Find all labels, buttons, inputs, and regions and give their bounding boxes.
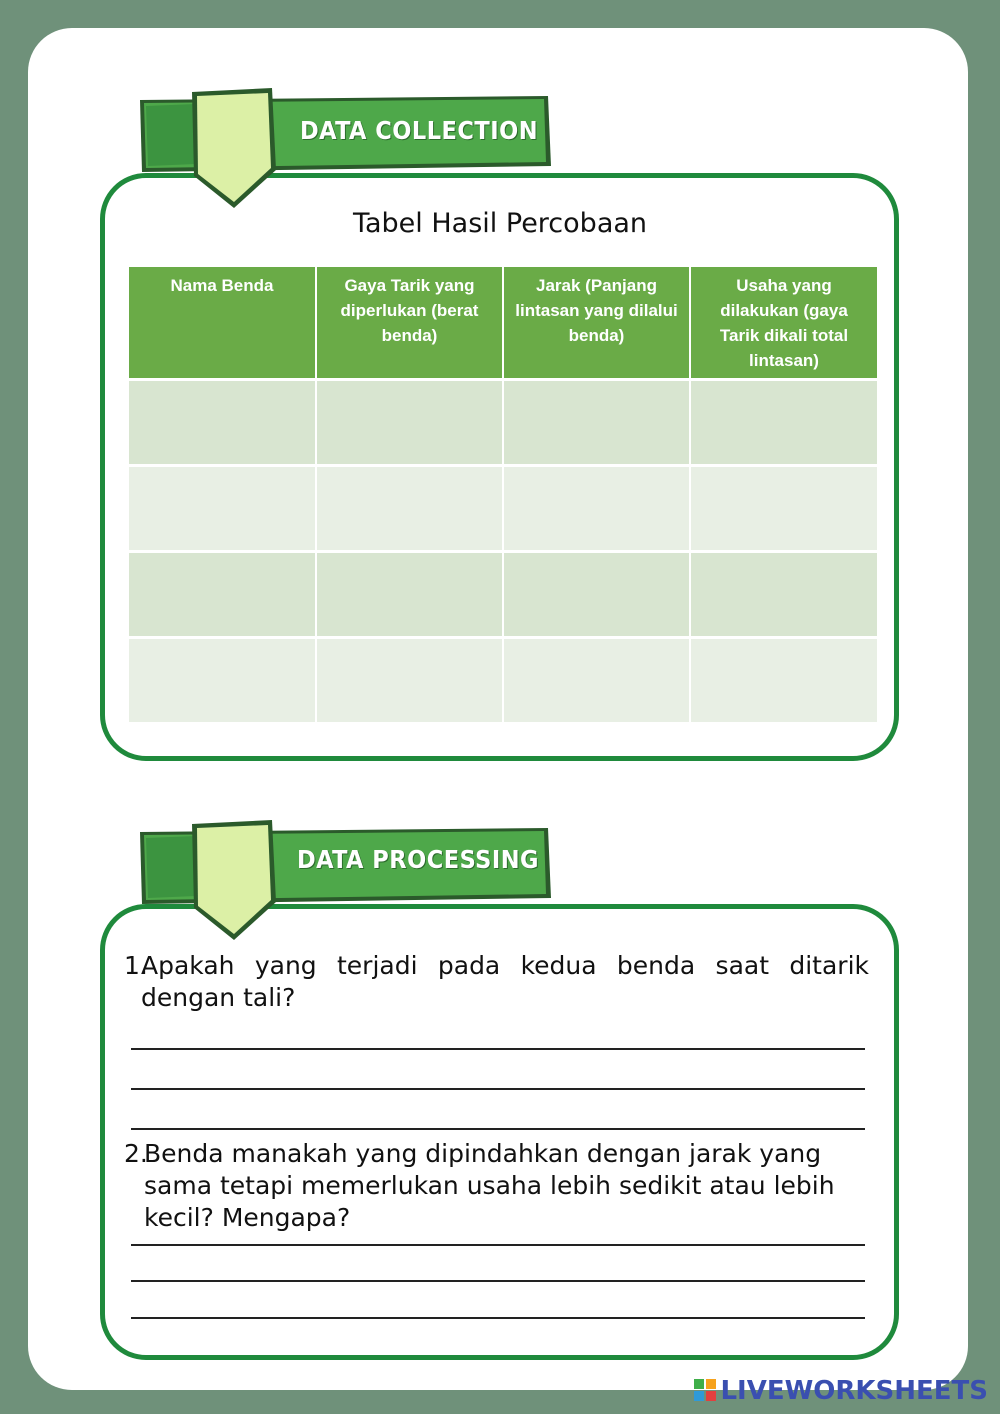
table-cell-input[interactable] — [129, 638, 316, 723]
table-cell-input[interactable] — [503, 466, 690, 552]
answer-line[interactable] — [131, 1128, 865, 1130]
column-header: Nama Benda — [129, 267, 316, 380]
data-processing-banner — [136, 816, 556, 946]
table-cell-input[interactable] — [129, 552, 316, 638]
answer-line[interactable] — [131, 1280, 865, 1282]
table-title: Tabel Hasil Percobaan — [352, 208, 648, 239]
answer-line[interactable] — [131, 1088, 865, 1090]
table-cell-input[interactable] — [316, 638, 503, 723]
question-2-number: 2. — [124, 1139, 148, 1168]
table-cell-input[interactable] — [129, 466, 316, 552]
table-cell-input[interactable] — [690, 638, 877, 723]
column-header: Gaya Tarik yang diperlukan (berat benda) — [316, 267, 503, 380]
table-row — [129, 638, 877, 723]
column-header: Jarak (Panjang lintasan yang dilalui benda) — [503, 267, 690, 380]
table-cell-input[interactable] — [690, 380, 877, 466]
table-cell-input[interactable] — [690, 466, 877, 552]
liveworksheets-logo-icon — [694, 1379, 716, 1401]
table-row — [129, 466, 877, 552]
liveworksheets-watermark — [694, 1376, 988, 1406]
column-header: Usaha yang dilakukan (gaya Tarik dikali total lintasan) — [690, 267, 877, 380]
table-cell-input[interactable] — [129, 380, 316, 466]
data-processing-label: DATA PROCESSING — [297, 845, 539, 874]
watermark-text: LIVEWORKSHEETS — [720, 1376, 988, 1406]
data-collection-banner — [136, 84, 556, 214]
table-row — [129, 552, 877, 638]
table-cell-input[interactable] — [503, 552, 690, 638]
question-1-number: 1. — [124, 951, 148, 980]
data-collection-label: DATA COLLECTION — [300, 116, 539, 145]
question-2-text: Benda manakah yang dipindahkan dengan jarak yang sama tetapi memerlukan usaha lebih sedikit atau lebih kecil? Mengapa? — [144, 1139, 835, 1232]
answer-line[interactable] — [131, 1244, 865, 1246]
answer-line[interactable] — [131, 1317, 865, 1319]
table-cell-input[interactable] — [316, 380, 503, 466]
results-table — [129, 267, 877, 722]
table-cell-input[interactable] — [503, 380, 690, 466]
table-cell-input[interactable] — [503, 638, 690, 723]
question-1-text: Apakah yang terjadi pada kedua benda saat ditarik dengan tali? — [141, 951, 869, 1012]
table-header-row — [129, 267, 877, 380]
table-cell-input[interactable] — [690, 552, 877, 638]
table-row — [129, 380, 877, 466]
table-cell-input[interactable] — [316, 466, 503, 552]
table-cell-input[interactable] — [316, 552, 503, 638]
answer-line[interactable] — [131, 1048, 865, 1050]
